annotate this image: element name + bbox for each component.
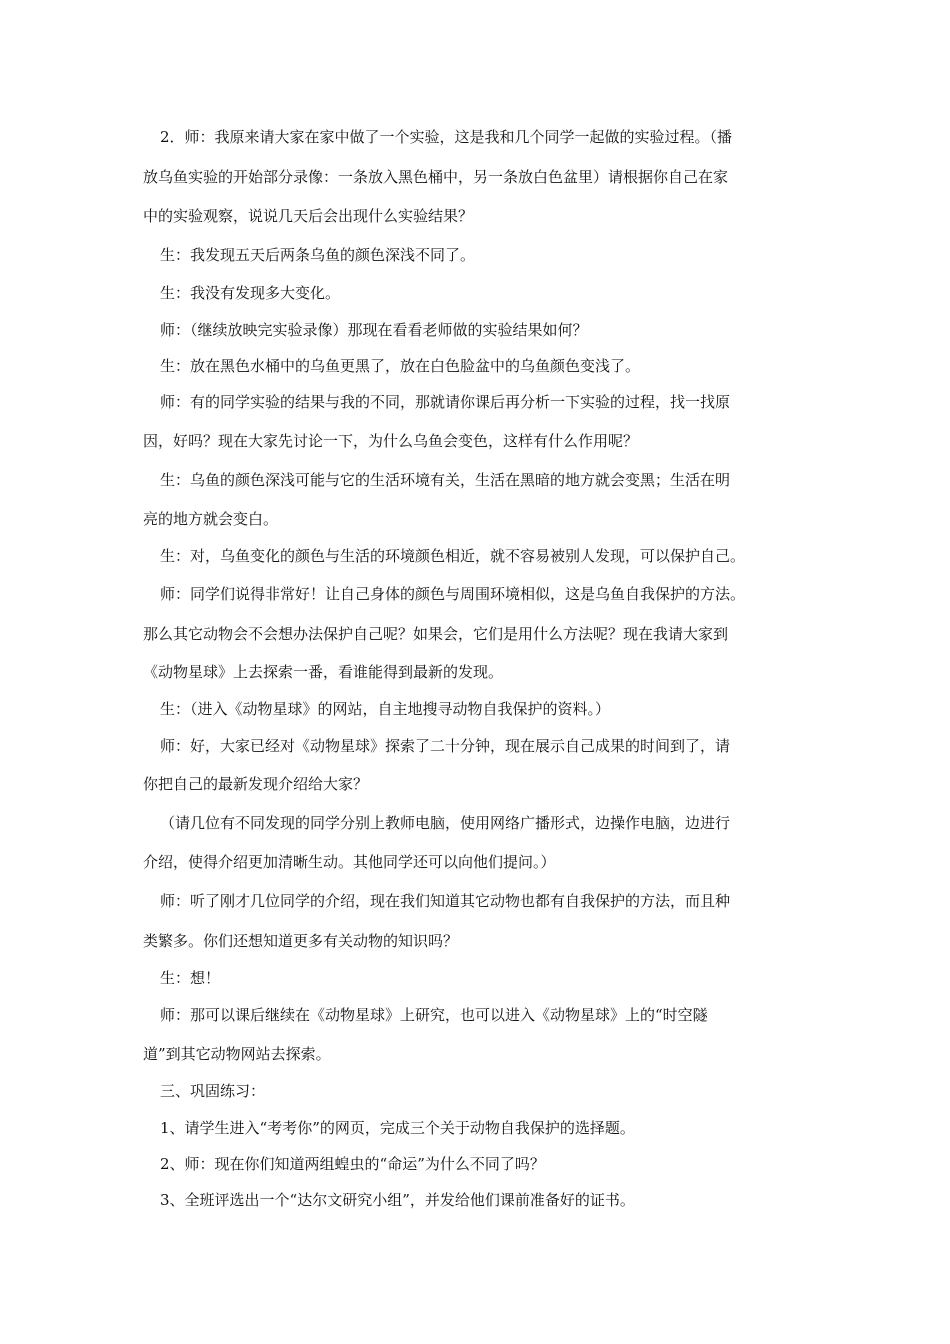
list-item: 3、全班评选出一个“达尔文研究小组”，并发给他们课前准备好的证书。 (160, 1191, 635, 1209)
text-line: 生：乌鱼的颜色深浅可能与它的生活环境有关，生活在黑暗的地方就会变黑；生活在明 (160, 471, 731, 489)
text-line: 2．师：我原来请大家在家中做了一个实验，这是我和几个同学一起做的实验过程。（播 (160, 128, 733, 146)
text-line: 师：好，大家已经对《动物星球》探索了二十分钟，现在展示自己成果的时间到了，请 (160, 737, 731, 755)
text-line: 《动物星球》上去探索一番，看谁能得到最新的发现。 (143, 663, 504, 681)
text-line: 师：同学们说得非常好！让自己身体的颜色与周围环境相似，这是乌鱼自我保护的方法。 (160, 585, 746, 603)
text-line: 生：我发现五天后两条乌鱼的颜色深浅不同了。 (160, 246, 476, 264)
text-line: 生：我没有发现多大变化。 (160, 284, 341, 302)
text-line: 师：有的同学实验的结果与我的不同，那就请你课后再分析一下实验的过程，找一找原 (160, 393, 731, 411)
text-line: 放乌鱼实验的开始部分录像：一条放入黑色桶中，另一条放白色盆里）请根据你自己在家 (143, 168, 729, 186)
text-line: 生：（进入《动物星球》的网站，自主地搜寻动物自我保护的资料。） (160, 700, 611, 718)
text-line: 因，好吗？现在大家先讨论一下，为什么乌鱼会变色，这样有什么作用呢？ (143, 432, 639, 450)
text-line: （请几位有不同发现的同学分别上教师电脑，使用网络广播形式，边操作电脑，边进行 (160, 814, 731, 832)
text-line: 师：那可以课后继续在《动物星球》上研究，也可以进入《动物星球》上的“时空隧 (160, 1006, 708, 1024)
text-line: 中的实验观察，说说几天后会出现什么实验结果？ (143, 207, 474, 225)
text-line: 生：放在黑色水桶中的乌鱼更黑了，放在白色脸盆中的乌鱼颜色变浅了。 (160, 357, 641, 375)
text-line: 道”到其它动物网站去探索。 (143, 1045, 331, 1063)
text-line: 亮的地方就会变白。 (143, 510, 279, 528)
text-line: 师：听了刚才几位同学的介绍，现在我们知道其它动物也都有自我保护的方法，而且种 (160, 892, 731, 910)
text-line: 类繁多。你们还想知道更多有关动物的知识吗？ (143, 932, 459, 950)
list-item: 2、师：现在你们知道两组蝗虫的“命运”为什么不同了吗？ (160, 1155, 545, 1173)
section-heading: 三、巩固练习： (160, 1082, 266, 1100)
text-line: 介绍，使得介绍更加清晰生动。其他同学还可以向他们提问。） (143, 853, 556, 871)
text-line: 生：想！ (160, 969, 221, 987)
text-line: 师：（继续放映完实验录像）那现在看看老师做的实验结果如何？ (160, 321, 588, 339)
text-line: 生：对，乌鱼变化的颜色与生活的环境颜色相近，就不容易被别人发现，可以保护自己。 (160, 547, 746, 565)
text-line: 你把自己的最新发现介绍给大家？ (143, 775, 369, 793)
list-item: 1、请学生进入“考考你”的网页，完成三个关于动物自我保护的选择题。 (160, 1119, 635, 1137)
text-line: 那么其它动物会不会想办法保护自己呢？如果会，它们是用什么方法呢？现在我请大家到 (143, 625, 729, 643)
